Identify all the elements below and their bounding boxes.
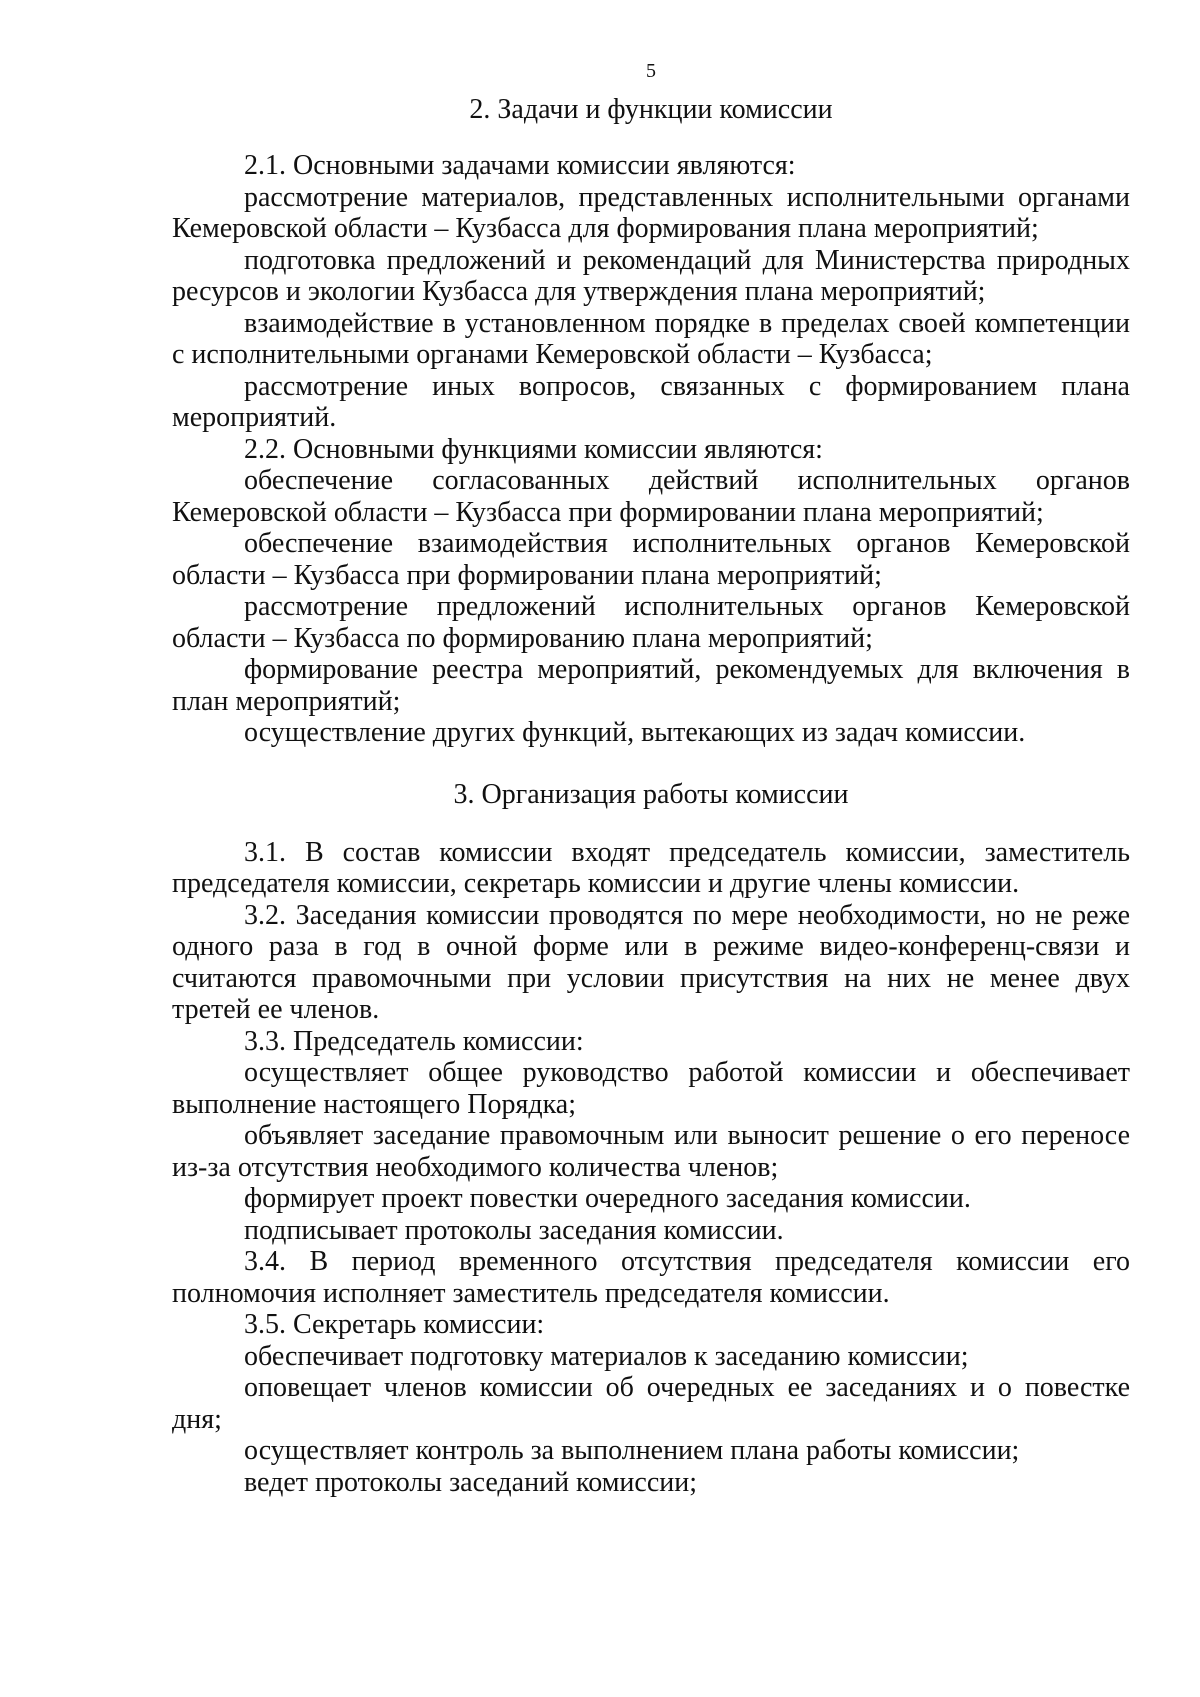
paragraph: 3.2. Заседания комиссии проводятся по мере необходимости, но не реже одного раза в год в очной форме или в режиме видео-конференц-связи и считаются правомочными при условии присутствия на них не менее двух третей ее членов. [172,899,1130,1025]
paragraph: оповещает членов комиссии об очередных ее заседаниях и о повестке дня; [172,1372,1130,1435]
paragraph: 3.5. Секретарь комиссии: [244,1309,545,1340]
paragraph: формирует проект повестки очередного заседания комиссии. [244,1183,971,1214]
paragraph: 3.3. Председатель комиссии: [244,1025,584,1057]
paragraph: объявляет заседание правомочным или выносит решение о его переносе из-за отсутствия необходимого количества членов; [172,1120,1130,1183]
paragraph: обеспечение взаимодействия исполнительных органов Кемеровской области – Кузбасса при формировании плана мероприятий; [172,528,1130,591]
paragraph: формирование реестра мероприятий, рекомендуемых для включения в план мероприятий; [172,654,1130,717]
section-heading-organization: 3. Организация работы комиссии [453,778,849,810]
paragraph: ведет протоколы заседаний комиссии; [244,1466,698,1498]
paragraph: рассмотрение материалов, представленных исполнительными органами Кемеровской области – Кузбасса для формирования плана мероприятий; [172,181,1130,244]
paragraph: осуществление других функций, вытекающих из задач комиссии. [244,717,1026,748]
paragraph: подписывает протоколы заседания комиссии. [244,1214,784,1246]
paragraph: рассмотрение предложений исполнительных органов Кемеровской области – Кузбасса по формированию плана мероприятий; [172,591,1130,654]
paragraph: 3.4. В период временного отсутствия председателя комиссии его полномочия исполняет заместитель председателя комиссии. [172,1246,1130,1309]
paragraph: подготовка предложений и рекомендаций для Министерства природных ресурсов и экологии Кузбасса для утверждения плана мероприятий; [172,244,1130,307]
section-body-tasks-functions [172,150,1130,749]
paragraph: взаимодействие в установленном порядке в пределах своей компетенции с исполнительными органами Кемеровской области – Кузбасса; [172,307,1130,370]
section-heading-tasks-functions: 2. Задачи и функции комиссии [469,94,833,125]
paragraph: рассмотрение иных вопросов, связанных с формированием плана мероприятий. [172,370,1130,433]
paragraph: обеспечение согласованных действий исполнительных органов Кемеровской области – Кузбасса при формировании плана мероприятий; [172,465,1130,528]
paragraph: обеспечивает подготовку материалов к заседанию комиссии; [244,1340,969,1372]
page-number: 5 [646,60,656,82]
paragraph: 2.1. Основными задачами комиссии являются: [244,150,796,181]
document-page [172,58,1130,1498]
paragraph: осуществляет общее руководство работой комиссии и обеспечивает выполнение настоящего Порядка; [172,1057,1130,1120]
paragraph: 2.2. Основными функциями комиссии являются: [244,433,823,465]
section-body-organization [172,837,1130,1499]
paragraph: 3.1. В состав комиссии входят председатель комиссии, заместитель председателя комиссии, секретарь комиссии и другие члены комиссии. [172,836,1130,899]
paragraph: осуществляет контроль за выполнением плана работы комиссии; [244,1435,1020,1466]
